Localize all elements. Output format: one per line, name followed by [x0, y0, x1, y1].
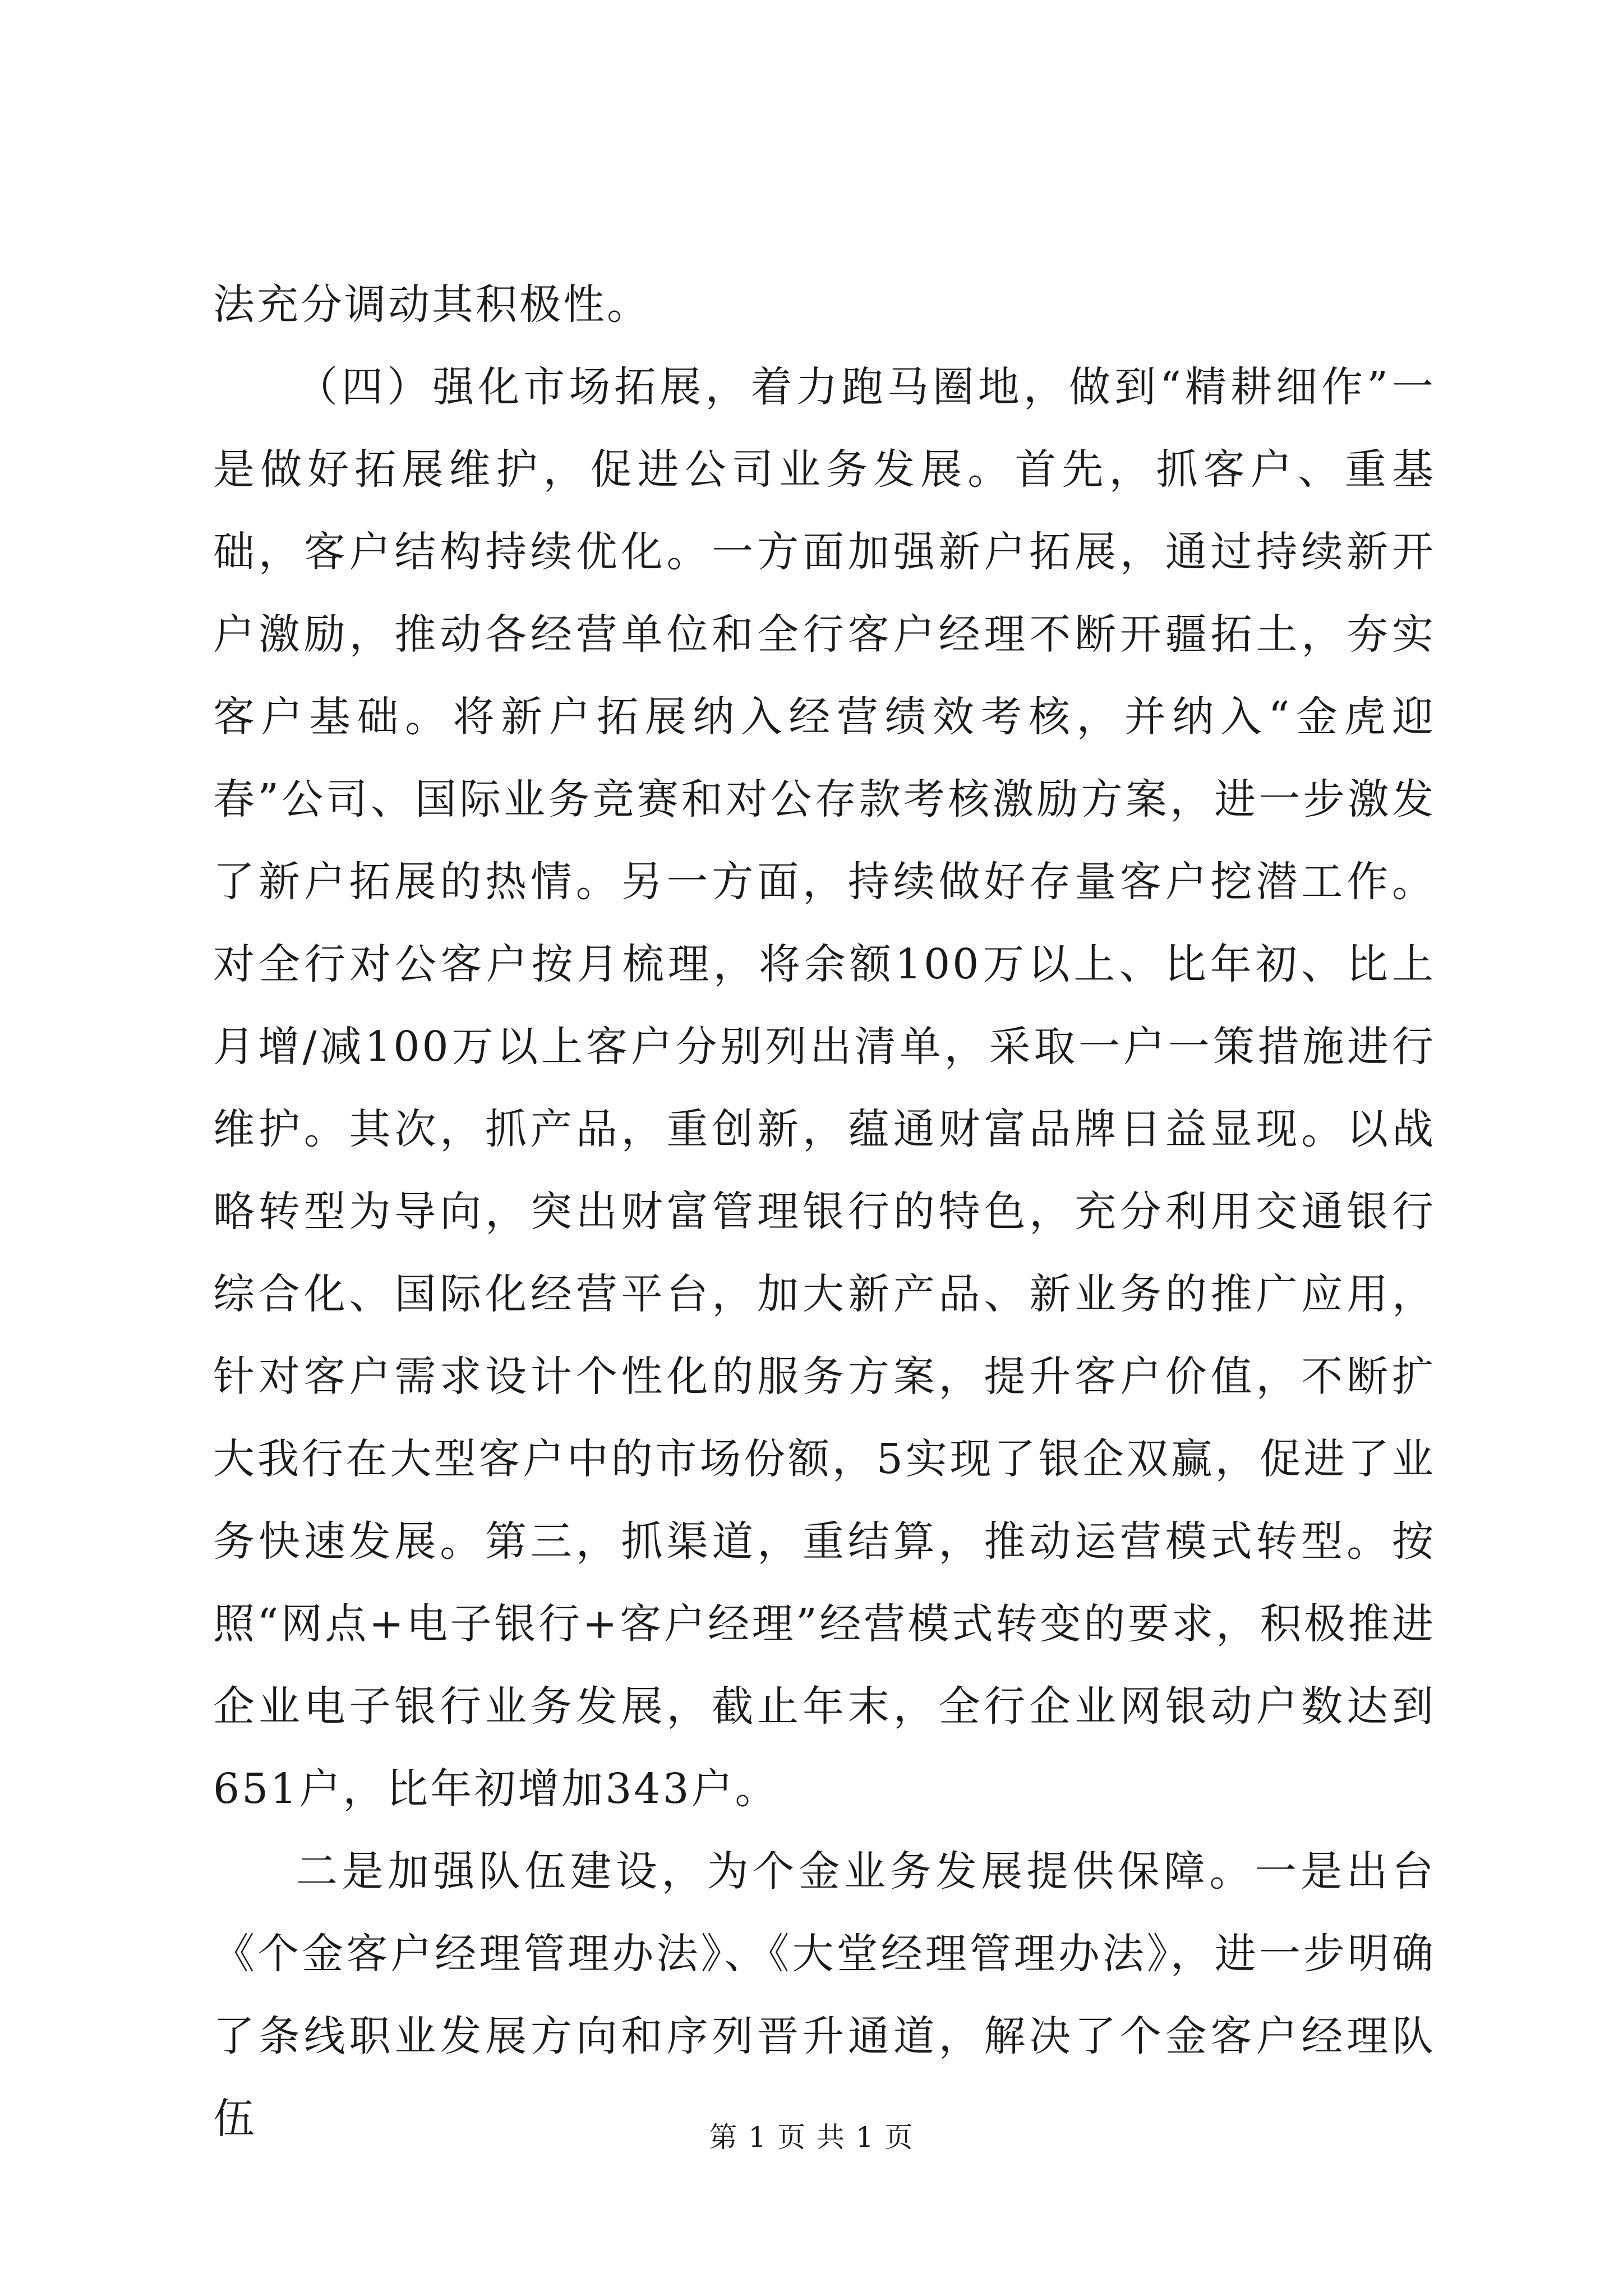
paragraph-3: 二是加强队伍建设，为个金业务发展提供保障。一是出台《个金客户经理管理办法》、《大堂经理管理办法》，进一步明确了条线职业发展方向和序列晋升通道，解决了个金客户经理队伍 [213, 1847, 1436, 2143]
document-body [213, 264, 1436, 2160]
paragraph-2: （四）强化市场拓展，着力跑马圈地，做到“精耕细作”一是做好拓展维护，促进公司业务发展。首先，抓客户、重基础，客户结构持续优化。一方面加强新户拓展，通过持续新开户激励，推动各经营单位和全行客户经理不断开疆拓土，夯实客户基础。将新户拓展纳入经营绩效考核，并纳入“金虎迎春”公司、国际业务竞赛和对公存款考核激励方案，进一步激发了新户拓展的热情。另一方面，持续做好存量客户挖潜工作。对全行对公客户按月梳理，将余额100万以上、比年初、比上月增/减100万以上客户分别列出清单，采取一户一策措施进行维护。其次，抓产品，重创新，蕴通财富品牌日益显现。以战略转型为导向，突出财富管理银行的特色，充分利用交通银行综合化、国际化经营平台，加大新产品、新业务的推广应用，针对客户需求设计个性化的服务方案，提升客户价值，不断扩大我行在大型客户中的市场份额，5实现了银企双赢，促进了业务快速发展。第三，抓渠道，重结算，推动运营模式转型。按照“网点+电子银行+客户经理”经营模式转变的要求，积极推进企业电子银行业务发展，截止年末，全行企业网银动户数达到651户，比年初增加343户。 [213, 363, 1436, 1813]
page-footer: 第 1 页 共 1 页 [709, 2121, 914, 2154]
paragraph-1: 法充分调动其积极性。 [213, 280, 651, 329]
